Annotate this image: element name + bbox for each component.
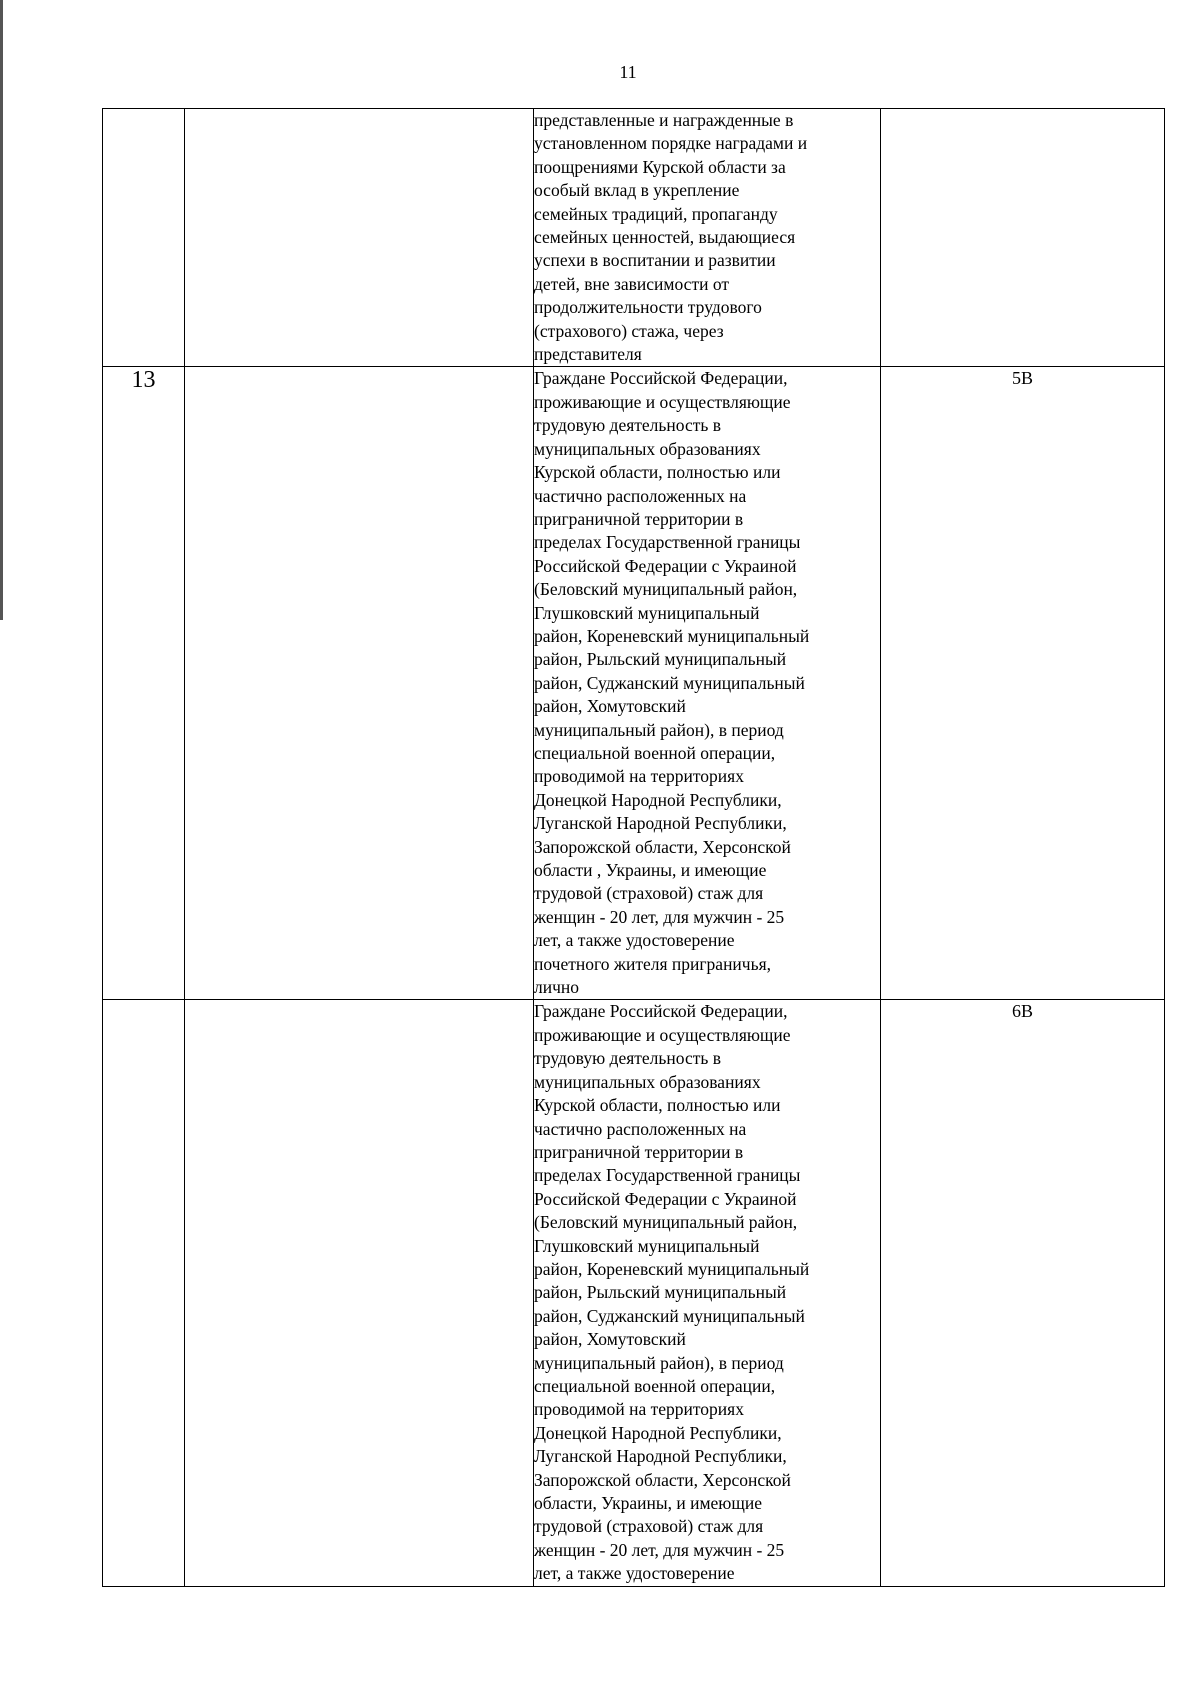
- description-line: Глушковский муниципальный: [534, 1235, 760, 1256]
- row-code-cell: 5В: [881, 367, 1165, 1000]
- description-line: трудовую деятельность в: [534, 1048, 721, 1069]
- row-code-cell: [881, 109, 1165, 367]
- description-line: Запорожской области, Херсонской: [534, 1469, 791, 1490]
- description-line: трудовой (страховой) стаж для: [534, 1516, 764, 1537]
- description-line: Донецкой Народной Республики,: [534, 1422, 782, 1443]
- description-line: лет, а также удостоверение: [534, 930, 735, 951]
- description-line: район, Суджанский муниципальный: [534, 672, 805, 693]
- description-line: Глушковский муниципальный: [534, 602, 760, 623]
- description-line: продолжительности трудового: [534, 297, 762, 318]
- description-line: проживающие и осуществляющие: [534, 391, 791, 412]
- description-line: женщин - 20 лет, для мужчин - 25: [534, 1539, 785, 1560]
- description-line: район, Хомутовский: [534, 696, 686, 717]
- table-row: [103, 109, 1165, 367]
- row-number-cell: [103, 1000, 185, 1587]
- description-line: лет, а также удостоверение: [534, 1563, 735, 1584]
- description-line: лично: [534, 977, 580, 998]
- page-number: 11: [619, 62, 637, 82]
- description-line: частично расположенных на: [534, 1118, 747, 1139]
- description-line: Российской Федерации с Украиной: [534, 1188, 797, 1209]
- scan-edge-artifact: [0, 0, 3, 620]
- description-line: район, Рыльский муниципальный: [534, 1282, 787, 1303]
- description-line: успехи в воспитании и развитии: [534, 250, 776, 271]
- description-line: области , Украины, и имеющие: [534, 860, 767, 880]
- description-line: детей, вне зависимости от: [534, 273, 729, 294]
- table-body: [103, 109, 1165, 1587]
- description-line: поощрениями Курской области за: [534, 156, 786, 177]
- description-line: трудовой (страховой) стаж для: [534, 883, 764, 904]
- description-line: установленном порядке наградами и: [534, 133, 808, 154]
- description-line: представителя: [534, 344, 642, 365]
- description-line: район, Хомутовский: [534, 1329, 686, 1350]
- description-line: пределах Государственной границы: [534, 1165, 801, 1186]
- description-line: Запорожской области, Херсонской: [534, 836, 791, 857]
- description-line: район, Суджанский муниципальный: [534, 1305, 805, 1326]
- description-line: Граждане Российской Федерации,: [534, 368, 788, 389]
- description-line: женщин - 20 лет, для мужчин - 25: [534, 906, 785, 927]
- description-line: Курской области, полностью или: [534, 1095, 781, 1116]
- description-line: частично расположенных на: [534, 485, 747, 506]
- row-name-cell: [185, 109, 534, 367]
- description-line: район, Кореневский муниципальный: [534, 1258, 810, 1279]
- description-line: семейных традиций, пропаганду: [534, 203, 778, 224]
- description-line: проводимой на территориях: [534, 766, 744, 787]
- row-number-cell: 13: [103, 367, 185, 1000]
- description-line: Луганской Народной Республики,: [534, 813, 787, 834]
- description-line: представленные и награжденные в: [534, 110, 794, 130]
- description-line: Луганской Народной Республики,: [534, 1446, 787, 1467]
- description-line: специальной военной операции,: [534, 1375, 776, 1396]
- document-table: [102, 108, 1165, 1587]
- description-line: (страхового) стажа, через: [534, 320, 724, 341]
- row-description-cell: [534, 1000, 881, 1587]
- description-line: пределах Государственной границы: [534, 532, 801, 553]
- row-code-cell: 6В: [881, 1000, 1165, 1587]
- description-line: (Беловский муниципальный район,: [534, 579, 798, 600]
- description-line: области, Украины, и имеющие: [534, 1493, 762, 1513]
- description-line: Граждане Российской Федерации,: [534, 1001, 788, 1022]
- row-number-cell: [103, 109, 185, 367]
- row-name-cell: [185, 367, 534, 1000]
- description-line: муниципальных образованиях: [534, 1071, 761, 1092]
- description-line: семейных ценностей, выдающиеся: [534, 227, 796, 248]
- row-name-cell: [185, 1000, 534, 1587]
- description-line: муниципальный район), в период: [534, 1352, 784, 1373]
- description-line: почетного жителя приграничья,: [534, 953, 772, 974]
- row-description-cell: [534, 109, 881, 367]
- description-line: (Беловский муниципальный район,: [534, 1212, 798, 1233]
- row-description-cell: [534, 367, 881, 1000]
- table-row: [103, 1000, 1165, 1587]
- description-line: муниципальных образованиях: [534, 438, 761, 459]
- description-line: проводимой на территориях: [534, 1399, 744, 1420]
- description-line: особый вклад в укрепление: [534, 180, 740, 201]
- description-line: Донецкой Народной Республики,: [534, 789, 782, 810]
- description-line: район, Кореневский муниципальный: [534, 625, 810, 646]
- description-line: трудовую деятельность в: [534, 415, 721, 436]
- description-line: Российской Федерации с Украиной: [534, 555, 797, 576]
- table-row: [103, 367, 1165, 1000]
- description-line: приграничной территории в: [534, 508, 744, 529]
- description-line: проживающие и осуществляющие: [534, 1024, 791, 1045]
- description-line: специальной военной операции,: [534, 742, 776, 763]
- description-line: приграничной территории в: [534, 1141, 744, 1162]
- description-line: муниципальный район), в период: [534, 719, 784, 740]
- description-line: Курской области, полностью или: [534, 462, 781, 483]
- description-line: район, Рыльский муниципальный: [534, 649, 787, 670]
